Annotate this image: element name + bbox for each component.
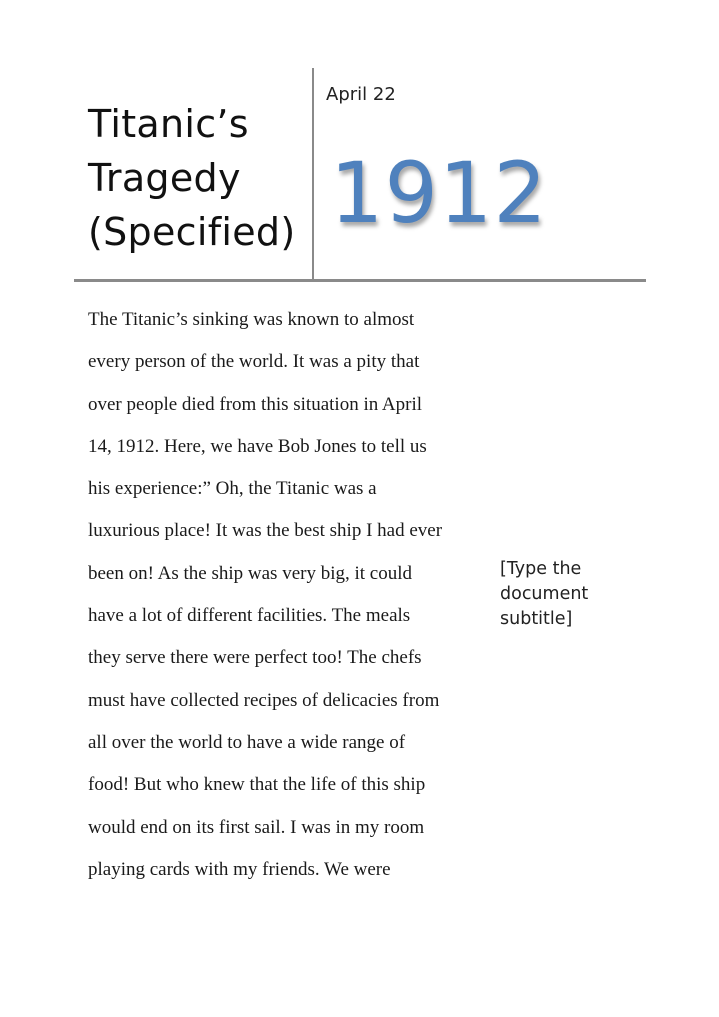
body-line: every person of the world. It was a pity that <box>88 351 420 373</box>
horizontal-rule <box>74 279 646 282</box>
title-line: (Specified) <box>88 210 296 254</box>
document-title <box>88 97 312 259</box>
body-line: luxurious place! It was the best ship I had ever <box>88 520 443 542</box>
body-line: over people died from this situation in April <box>88 393 423 415</box>
body-line: his experience:” Oh, the Titanic was a <box>88 478 377 500</box>
title-line: Tragedy <box>88 156 241 200</box>
subtitle-line: [Type the <box>500 559 582 579</box>
subtitle-line: document <box>500 584 589 604</box>
subtitle-placeholder[interactable] <box>500 557 620 632</box>
title-line: Titanic’s <box>88 102 249 146</box>
subtitle-line: subtitle] <box>500 609 573 629</box>
body-line: must have collected recipes of delicacies from <box>88 689 440 711</box>
article-body <box>88 300 488 892</box>
vertical-divider <box>312 68 314 282</box>
body-line: The Titanic’s sinking was known to almost <box>88 309 415 330</box>
body-line: food! But who knew that the life of this ship <box>88 774 426 796</box>
year-display: 1912 <box>330 144 548 242</box>
body-line: have a lot of different facilities. The meals <box>88 605 411 627</box>
body-line: would end on its first sail. I was in my room <box>88 816 425 838</box>
body-line: all over the world to have a wide range of <box>88 731 406 753</box>
date-label: April 22 <box>326 84 396 105</box>
body-line: playing cards with my friends. We were <box>88 858 391 880</box>
body-line: 14, 1912. Here, we have Bob Jones to tell us <box>88 435 427 457</box>
body-line: been on! As the ship was very big, it could <box>88 562 413 584</box>
body-line: they serve there were perfect too! The chefs <box>88 647 422 669</box>
